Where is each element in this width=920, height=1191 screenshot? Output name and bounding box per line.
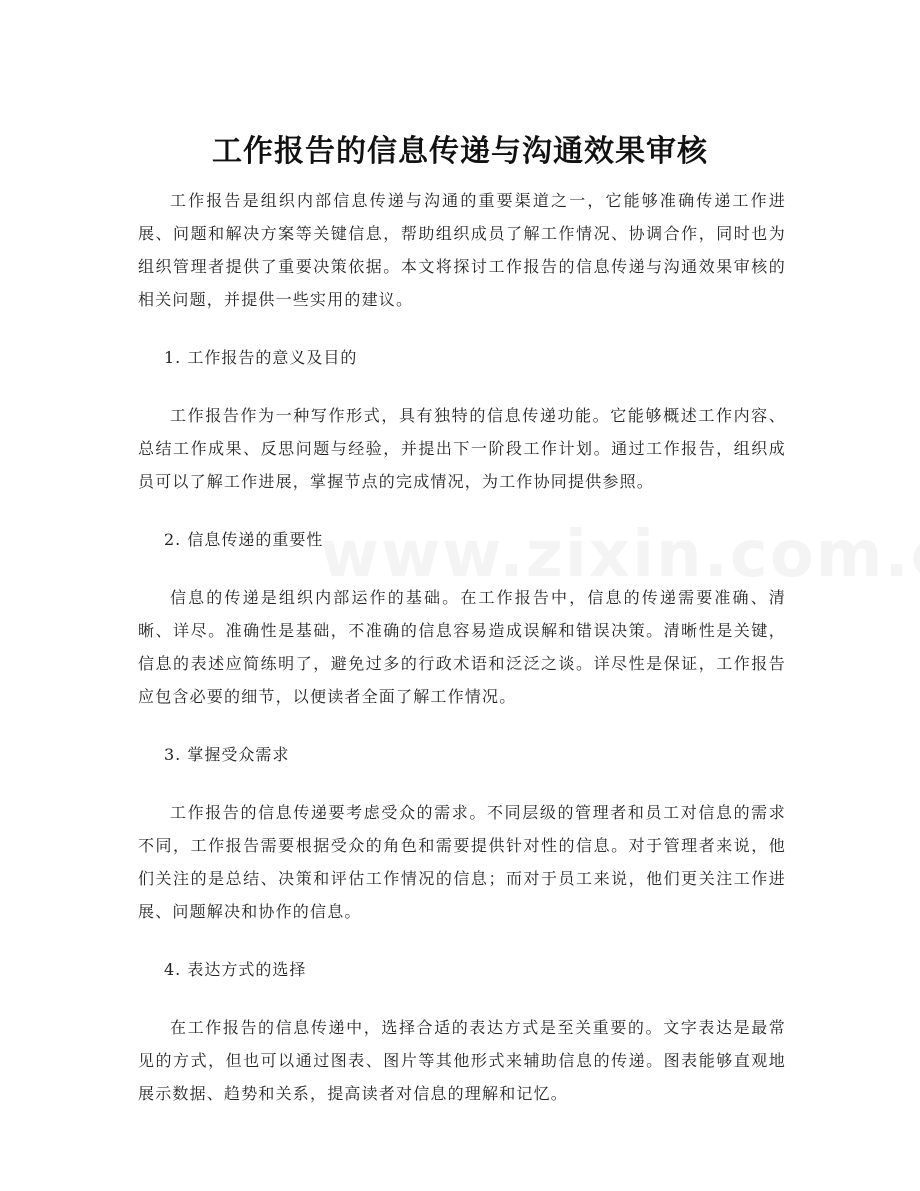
section-body-3: 工作报告的信息传递要考虑受众的需求。不同层级的管理者和员工对信息的需求不同，工作报告需要根据受众的角色和需要提供针对性的信息。对于管理者来说，他们关注的是总结、决策和评估工作情况的信息；而对于员工来说，他们更关注工作进展、问题解决和协作的信息。 — [138, 803, 786, 921]
page-title: 工作报告的信息传递与沟通效果审核 — [212, 134, 708, 170]
section-heading-1: 1. 工作报告的意义及目的 — [164, 348, 358, 367]
section-body-4: 在工作报告的信息传递中，选择合适的表达方式是至关重要的。文字表达是最常见的方式，但也可以通过图表、图片等其他形式来辅助信息的传递。图表能够直观地展示数据、趋势和关系，提高读者对信息的理解和记忆。 — [138, 1018, 786, 1103]
intro-paragraph: 工作报告是组织内部信息传递与沟通的重要渠道之一，它能够准确传递工作进展、问题和解决方案等关键信息，帮助组织成员了解工作情况、协调合作，同时也为组织管理者提供了重要决策依据。本文将探讨工作报告的信息传递与沟通效果审核的相关问题，并提供一些实用的建议。 — [138, 191, 786, 309]
section-body-2: 信息的传递是组织内部运作的基础。在工作报告中，信息的传递需要准确、清晰、详尽。准确性是基础，不准确的信息容易造成误解和错误决策。清晰性是关键，信息的表述应简练明了，避免过多的行政术语和泛泛之谈。详尽性是保证，工作报告应包含必要的细节，以便读者全面了解工作情况。 — [138, 588, 786, 706]
section-heading-4: 4. 表达方式的选择 — [164, 960, 307, 979]
section-body-1: 工作报告作为一种写作形式，具有独特的信息传递功能。它能够概述工作内容、总结工作成果、反思问题与经验，并提出下一阶段工作计划。通过工作报告，组织成员可以了解工作进展，掌握节点的完成情况，为工作协同提供参照。 — [138, 406, 786, 491]
section-heading-3: 3. 掌握受众需求 — [164, 745, 290, 764]
document-body — [138, 184, 786, 1110]
section-heading-2: 2. 信息传递的重要性 — [164, 530, 324, 549]
